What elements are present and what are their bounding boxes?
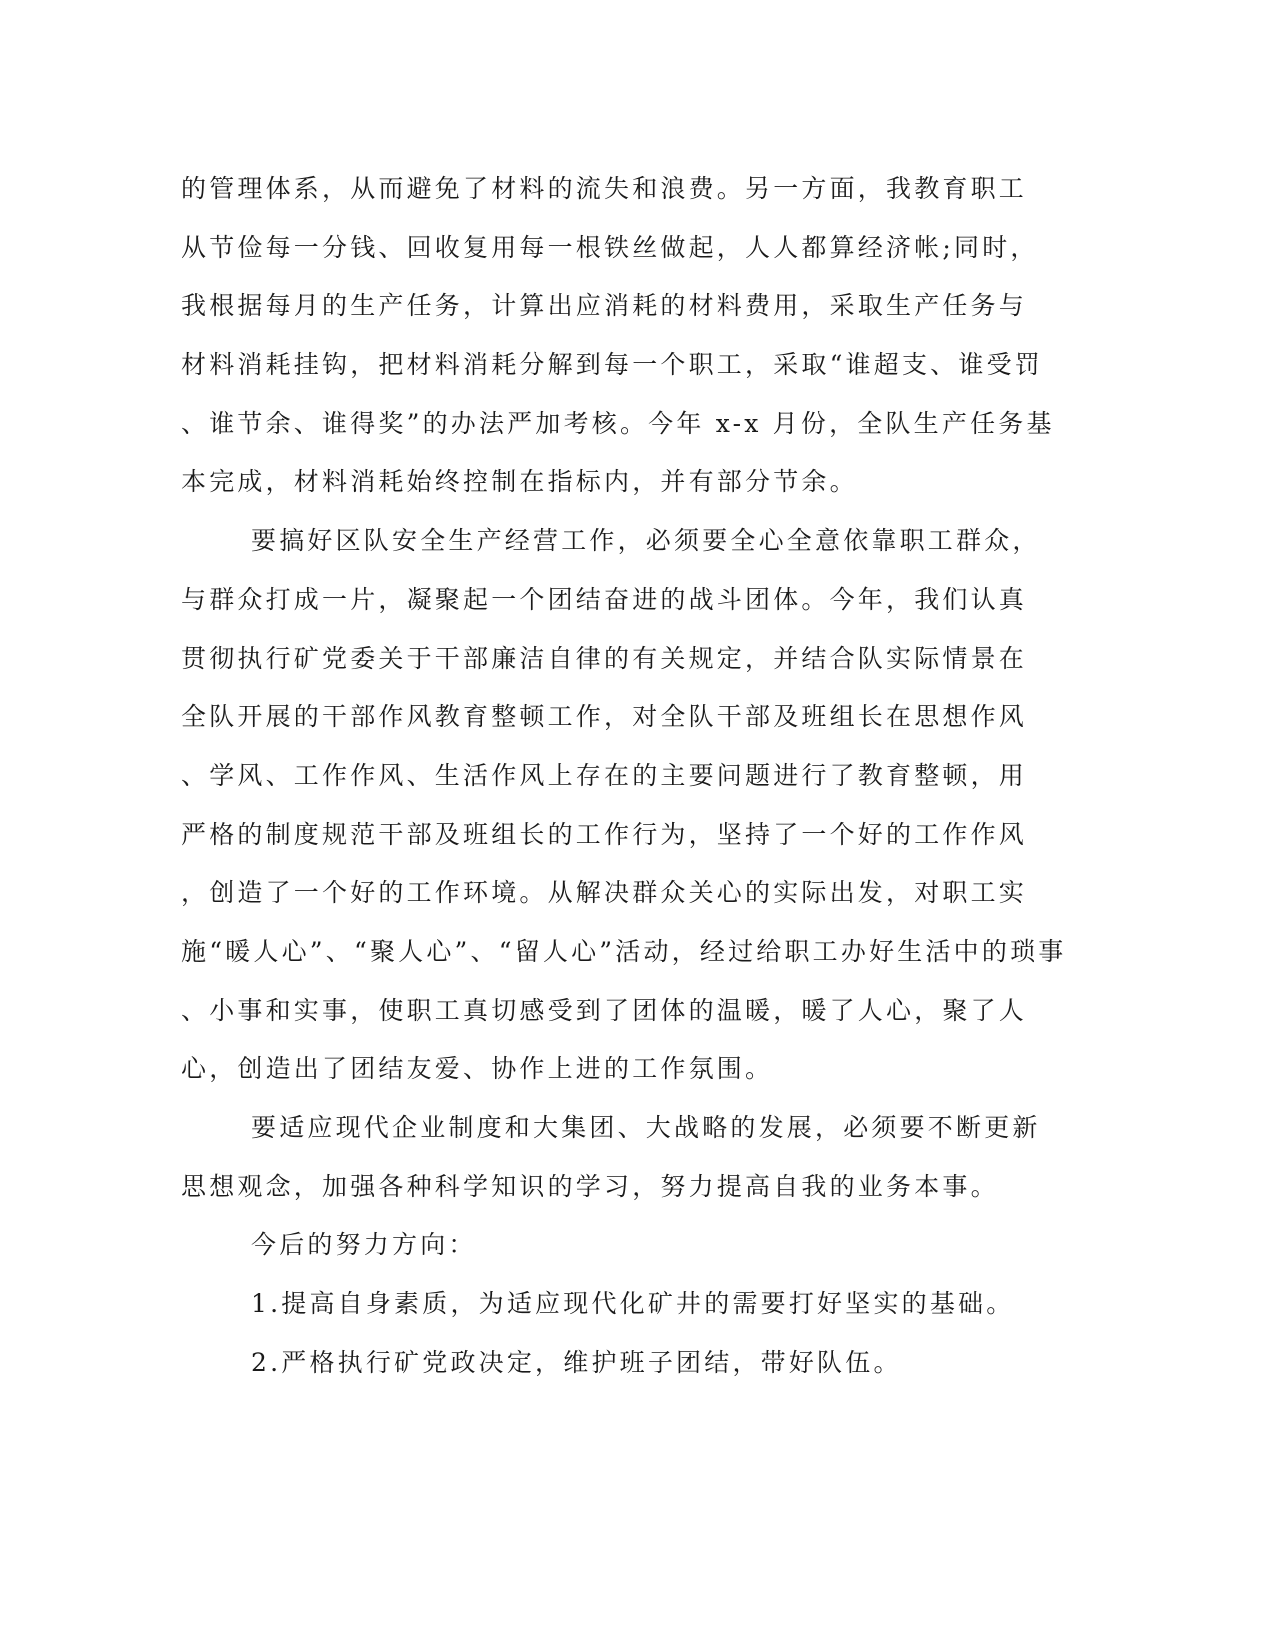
text-line: 材料消耗挂钩，把材料消耗分解到每一个职工，采取“谁超支、谁受罚	[181, 350, 1043, 380]
list-item: 2.严格执行矿党政决定，维护班子团结，带好队伍。	[251, 1347, 902, 1377]
text-line: 本完成，材料消耗始终控制在指标内，并有部分节余。	[181, 467, 858, 497]
text-line: 施“暖人心”、“聚人心”、“留人心”活动，经过给职工办好生活中的琐事	[181, 936, 1067, 966]
text-line: 、小事和实事，使职工真切感受到了团体的温暖，暖了人心，聚了人	[181, 995, 1028, 1025]
text-line: 的管理体系，从而避免了材料的流失和浪费。另一方面，我教育职工	[181, 174, 1028, 203]
text-line: 严格的制度规范干部及班组长的工作行为，坚持了一个好的工作作风	[181, 819, 1028, 849]
text-line: 贯彻执行矿党委关于干部廉洁自律的有关规定，并结合队实际情景在	[181, 643, 1028, 673]
text-line: 与群众打成一片，凝聚起一个团结奋进的战斗团体。今年，我们认真	[181, 584, 1028, 614]
text-line: 、学风、工作作风、生活作风上存在的主要问题进行了教育整顿，用	[181, 760, 1028, 790]
section-heading: 今后的努力方向：	[251, 1230, 477, 1260]
paragraph-start-line: 要适应现代企业制度和大集团、大战略的发展，必须要不断更新	[251, 1113, 1041, 1142]
text-line: 、谁节余、谁得奖”的办法严加考核。今年 x-x 月份，全队生产任务基	[181, 408, 1055, 438]
paragraph-start-line: 要搞好区队安全生产经营工作，必须要全心全意依靠职工群众，	[251, 526, 1041, 556]
text-line: 心，创造出了团结友爱、协作上进的工作氛围。	[181, 1054, 774, 1084]
text-line: 全队开展的干部作风教育整顿工作，对全队干部及班组长在思想作风	[181, 702, 1028, 732]
text-line: 我根据每月的生产任务，计算出应消耗的材料费用，采取生产任务与	[181, 291, 1028, 321]
document-body	[181, 160, 1067, 1392]
text-line: 从节俭每一分钱、回收复用每一根铁丝做起，人人都算经济帐;同时，	[181, 232, 1039, 262]
text-line: ，创造了一个好的工作环境。从解决群众关心的实际出发，对职工实	[181, 878, 1028, 908]
text-line: 思想观念，加强各种科学知识的学习，努力提高自我的业务本事。	[181, 1171, 999, 1201]
list-item: 1.提高自身素质，为适应现代化矿井的需要打好坚实的基础。	[251, 1289, 1015, 1319]
